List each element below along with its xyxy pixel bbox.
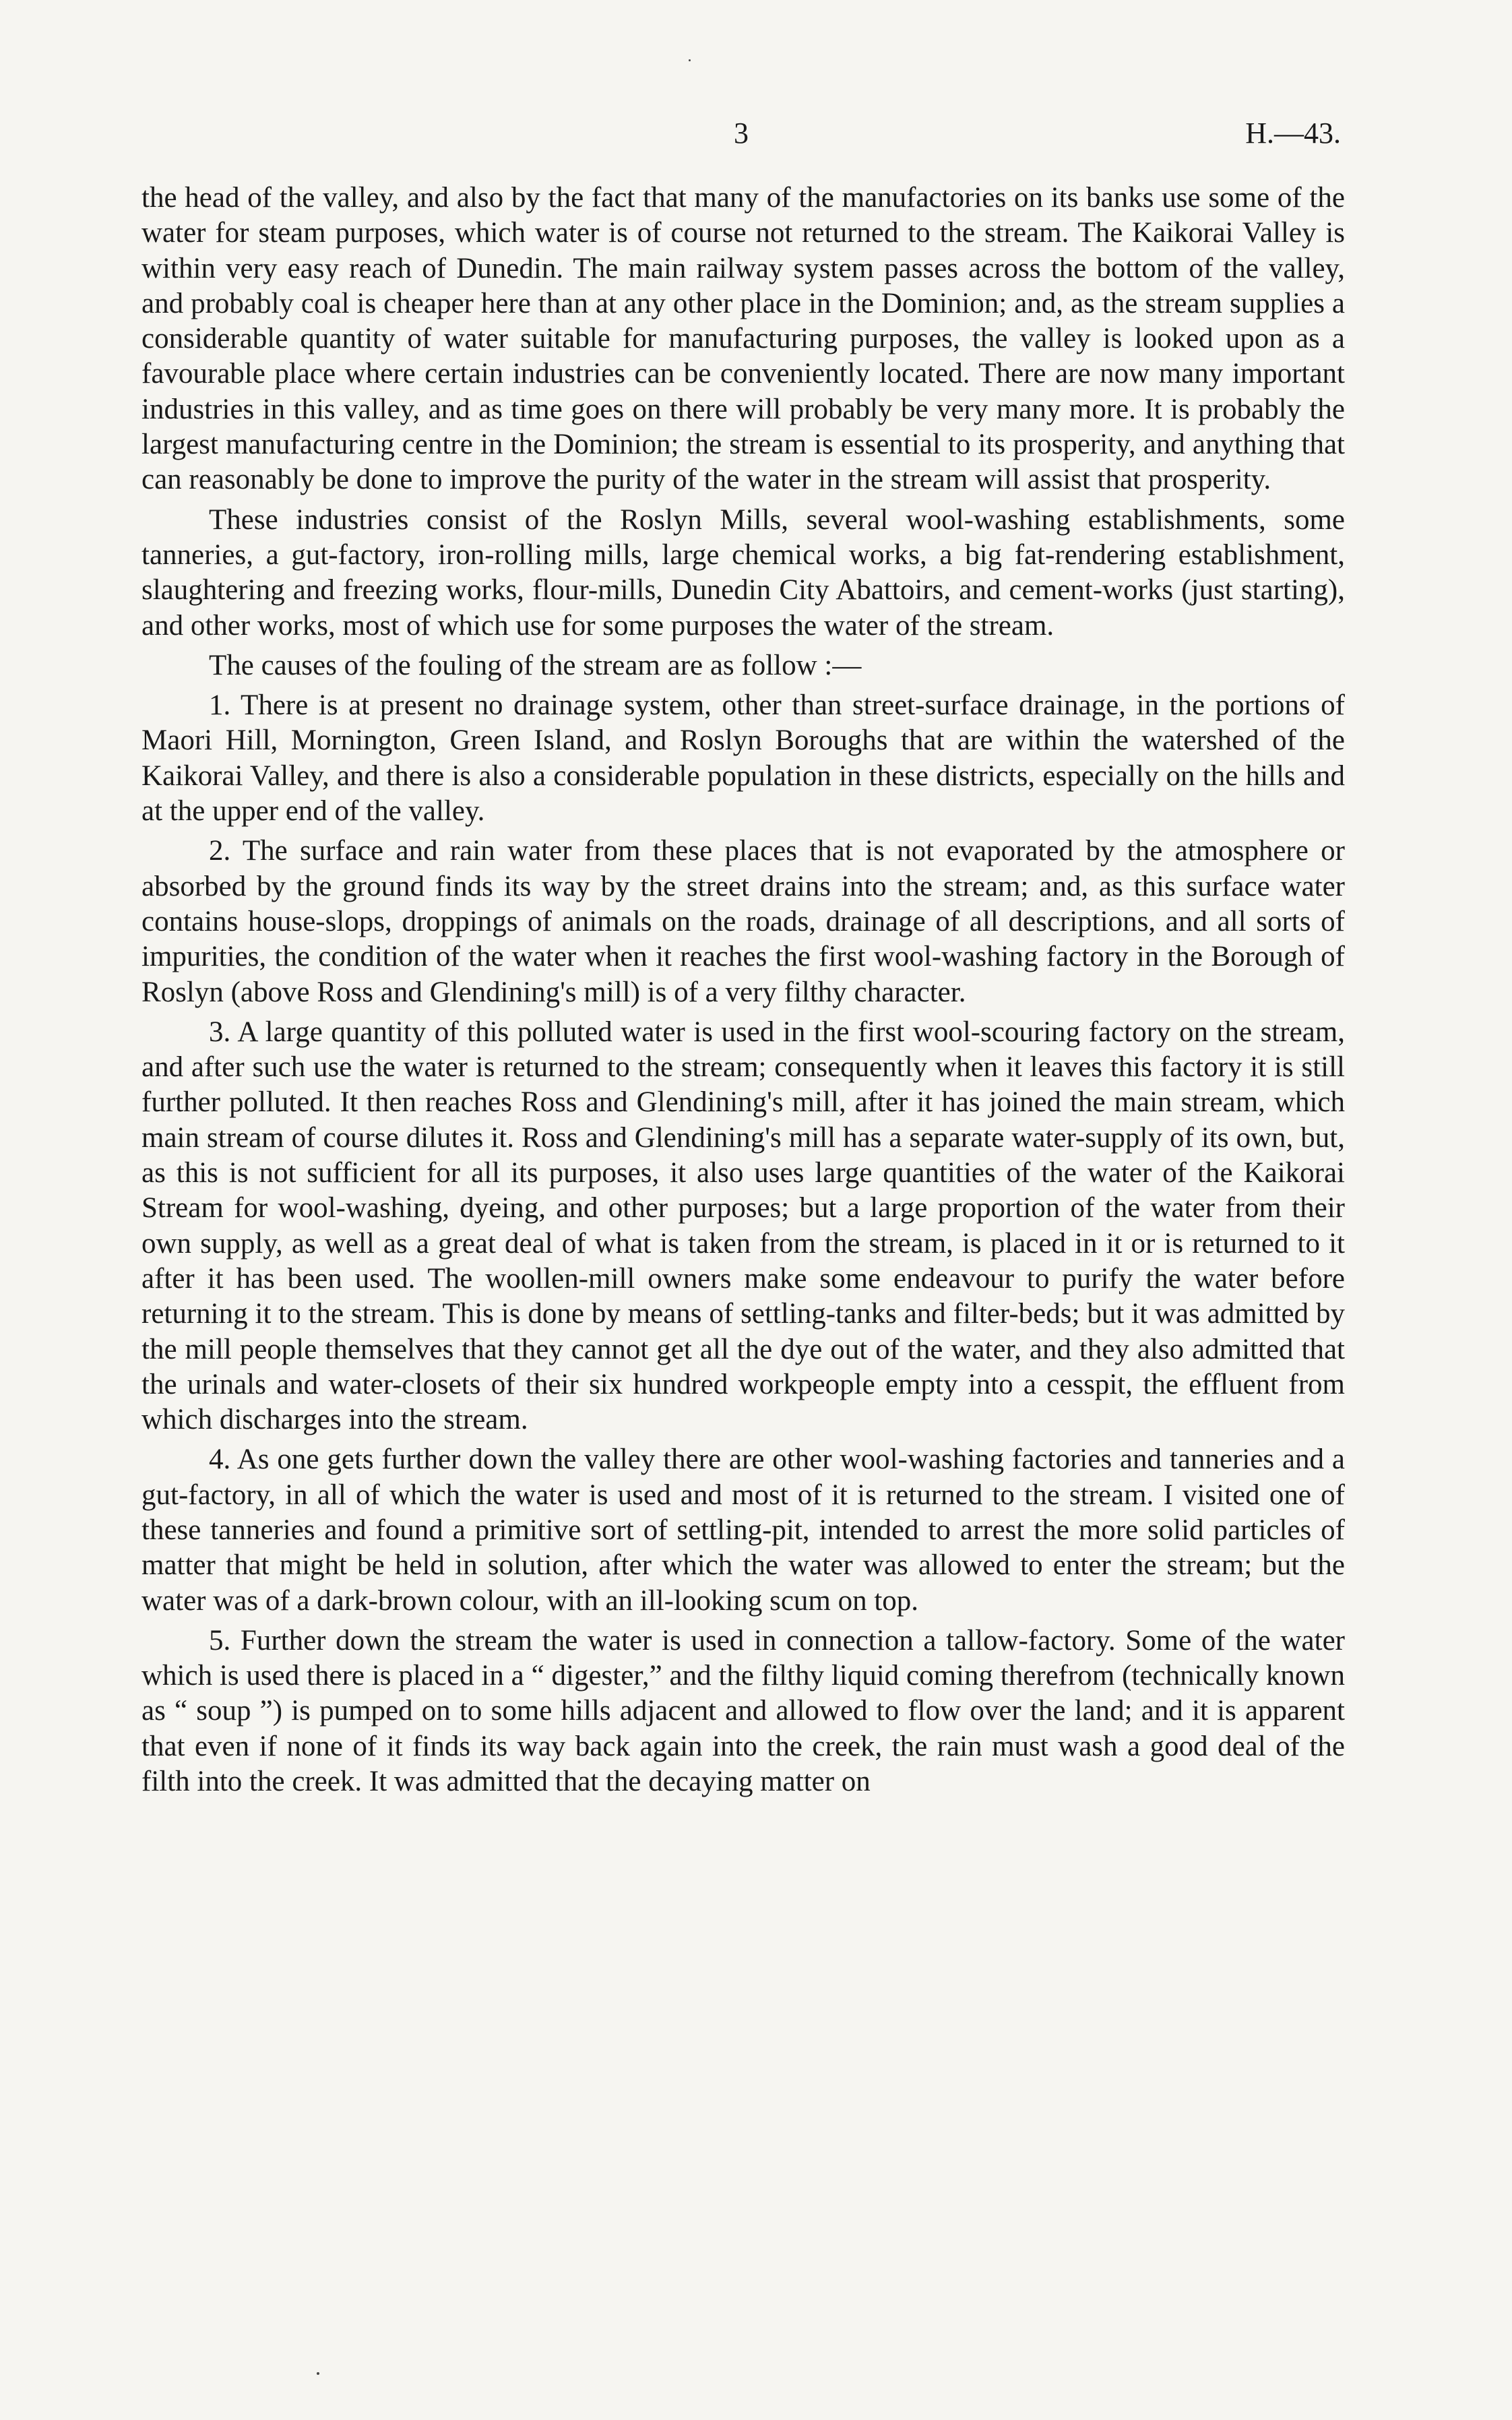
page-number: 3 xyxy=(734,117,749,150)
print-speck xyxy=(689,59,691,61)
page-header xyxy=(141,116,1341,156)
paragraph-cause-1: 1. There is at present no drainage system, other than street-surface drainage, in the portions of Maori Hill, Mornington, Green Island, and Roslyn Boroughs that are within the watershed of the Kaikorai Valley, and there is also a considerable population in these districts, especially on the hills and at the upper end of the valley. xyxy=(141,689,1345,828)
print-speck xyxy=(317,2372,319,2375)
paragraph-cause-4: 4. As one gets further down the valley there are other wool-washing factories and tanneries and a gut-factory, in all of which the water is used and most of it is returned to the stream. I visited one of these tanneries and found a primitive sort of settling-pit, intended to arrest the more solid particles of matter that might be held in solution, after which the water was allowed to enter the stream; but the water was of a dark-brown colour, with an ill-looking scum on top. xyxy=(141,1444,1345,1617)
paragraph-cause-3: 3. A large quantity of this polluted water is used in the first wool-scouring factory on the stream, and after such use the water is returned to the stream; consequently when it leaves this factory it is still further polluted. It then reaches Ross and Glendining's mill, after it has joined the main stream, which main stream of course dilutes it. Ross and Glendining's mill has a separate water-supply of its own, but, as this is not sufficient for all its purposes, it also uses large quantities of the water of the Kaikorai Stream for wool-washing, dyeing, and other purposes; but a large proportion of the water from their own supply, as well as a great deal of what is taken from the stream, is placed in it or is returned to it after it has been used. The woollen-mill owners make some endeavour to purify the water before returning it to the stream. This is done by means of settling-tanks and filter-beds; but it was admitted by the mill people themselves that they cannot get all the dye out of the water, and they also admitted that the urinals and water-closets of their six hundred workpeople empty into a cesspit, the effluent from which discharges into the stream. xyxy=(141,1016,1345,1436)
paragraph-continuation: the head of the valley, and also by the fact that many of the manufactories on its banks use some of the water for steam purposes, which water is of course not returned to the stream. The Kaikorai Valley is within very easy reach of Dunedin. The main railway system passes across the bottom of the valley, and probably coal is cheaper here than at any other place in the Dominion; and, as the stream supplies a considerable quantity of water suitable for manufacturing purposes, the valley is looked upon as a favourable place where certain industries can be conveniently located. There are now many important industries in this valley, and as time goes on there will probably be very many more. It is probably the largest manufacturing centre in the Dominion; the stream is essential to its prosperity, and anything that can reasonably be done to improve the purity of the water in the stream will assist that prosperity. xyxy=(141,182,1345,496)
document-reference: H.—43. xyxy=(1245,117,1341,150)
paragraph-cause-2: 2. The surface and rain water from these places that is not evaporated by the atmosphere or absorbed by the ground finds its way by the street drains into the stream; and, as this surface water contains house-slops, droppings of animals on the roads, drainage of all descriptions, and all sorts of impurities, the condition of the water when it reaches the first wool-washing factory in the Borough of Roslyn (above Ross and Glendining's mill) is of a very filthy character. xyxy=(141,835,1345,1008)
paragraph-cause-5: 5. Further down the stream the water is used in connection a tallow-factory. Some of the water which is used there is placed in a “ digester,” and the filthy liquid coming therefrom (technically known as “ soup ”) is pumped on to some hills adjacent and allowed to flow over the land; and it is apparent that even if none of it finds its way back again into the creek, the rain must wash a good deal of the filth into the creek. It was admitted that the decaying matter on xyxy=(141,1624,1345,1798)
paragraph-causes-intro: The causes of the fouling of the stream are as follow :— xyxy=(209,649,862,681)
body-text xyxy=(141,181,1345,1804)
paragraph-industries: These industries consist of the Roslyn Mills, several wool-washing establishments, some tanneries, a gut-factory, iron-rolling mills, large chemical works, a big fat-rendering establishment, slaughtering and freezing works, flour-mills, Dunedin City Abattoirs, and cement-works (just starting), and other works, most of which use for some purposes the water of the stream. xyxy=(141,503,1345,642)
